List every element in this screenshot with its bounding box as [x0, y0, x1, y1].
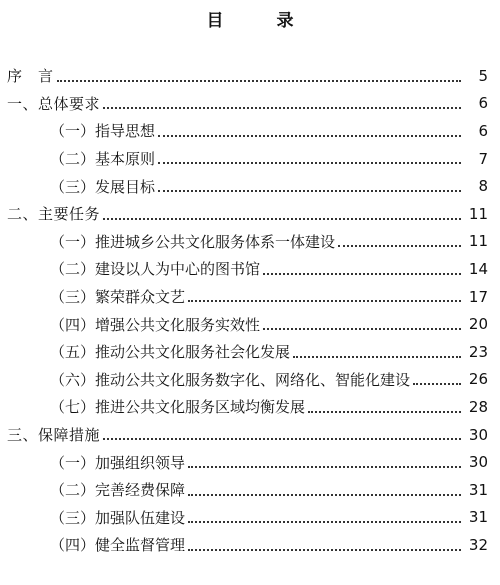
toc-page-number: 7: [478, 149, 488, 168]
dot-leader: [188, 548, 461, 551]
toc-entry-label: （二）建设以人为中心的图书馆: [50, 260, 261, 279]
toc-page-number: 20: [468, 315, 488, 334]
toc-section-entry[interactable]: [0, 421, 500, 449]
toc-page-number: 8: [478, 177, 488, 196]
toc-page-number: 23: [468, 342, 488, 361]
dot-leader: [263, 272, 461, 275]
toc-entry-label: （二）基本原则: [50, 150, 156, 169]
toc-page-number: 26: [468, 370, 488, 389]
toc-page-number: 31: [468, 508, 488, 527]
dot-leader: [188, 520, 461, 523]
toc-page-number: 30: [468, 425, 488, 444]
dot-leader: [103, 217, 461, 220]
toc-entry-label: （三）繁荣群众文艺: [50, 288, 186, 307]
dot-leader: [188, 465, 461, 468]
toc-entry-label: （二）完善经费保障: [50, 481, 186, 500]
toc-section-entry[interactable]: [0, 62, 500, 90]
toc-subsection-entry[interactable]: [0, 117, 500, 145]
toc-page-number: 31: [468, 480, 488, 499]
toc-subsection-entry[interactable]: [0, 228, 500, 256]
toc-subsection-entry[interactable]: [0, 145, 500, 173]
toc-page-number: 28: [468, 397, 488, 416]
toc-subsection-entry[interactable]: [0, 448, 500, 476]
toc-subsection-entry[interactable]: [0, 476, 500, 504]
toc-entry-label: 二、主要任务: [7, 205, 101, 224]
toc-page-number: 17: [468, 287, 488, 306]
toc-section-entry[interactable]: [0, 200, 500, 228]
toc-subsection-entry[interactable]: [0, 338, 500, 366]
dot-leader: [188, 493, 461, 496]
dot-leader: [103, 437, 461, 440]
dot-leader: [57, 79, 461, 82]
toc-subsection-entry[interactable]: [0, 172, 500, 200]
dot-leader: [158, 189, 461, 192]
toc-section-entry[interactable]: [0, 90, 500, 118]
toc-page-number: 32: [468, 535, 488, 554]
toc-title: 目 录: [206, 11, 312, 31]
toc-entry-label: 序 言: [7, 67, 54, 86]
dot-leader: [158, 134, 461, 137]
toc-entry-label: （一）加强组织领导: [50, 453, 186, 472]
toc-page-number: 14: [468, 259, 488, 278]
toc-subsection-entry[interactable]: [0, 531, 500, 559]
toc-subsection-entry[interactable]: [0, 310, 500, 338]
toc-subsection-entry[interactable]: [0, 366, 500, 394]
toc-entry-label: （四）增强公共文化服务实效性: [50, 315, 261, 334]
toc-page-number: 11: [468, 204, 488, 223]
dot-leader: [158, 161, 461, 164]
toc-page-number: 11: [468, 232, 488, 251]
toc-entry-label: （五）推动公共文化服务社会化发展: [50, 343, 291, 362]
toc-entry-label: （一）指导思想: [50, 122, 156, 141]
dot-leader: [338, 244, 461, 247]
toc-entry-label: 一、总体要求: [7, 94, 101, 113]
toc-entry-label: （四）健全监督管理: [50, 536, 186, 555]
toc-page-number: 6: [478, 121, 488, 140]
toc-subsection-entry[interactable]: [0, 504, 500, 532]
dot-leader: [293, 355, 461, 358]
toc-page-number: 5: [478, 66, 488, 85]
dot-leader: [413, 382, 461, 385]
toc-list: [0, 62, 500, 559]
toc-subsection-entry[interactable]: [0, 283, 500, 311]
toc-page-number: 30: [468, 453, 488, 472]
dot-leader: [308, 410, 461, 413]
dot-leader: [188, 299, 461, 302]
toc-entry-label: 三、保障措施: [7, 426, 101, 445]
toc-entry-label: （七）推进公共文化服务区域均衡发展: [50, 398, 306, 417]
dot-leader: [263, 327, 461, 330]
toc-entry-label: （三）发展目标: [50, 177, 156, 196]
toc-entry-label: （六）推动公共文化服务数字化、网络化、智能化建设: [50, 370, 411, 389]
toc-entry-label: （三）加强队伍建设: [50, 508, 186, 527]
dot-leader: [103, 106, 461, 109]
toc-page-number: 6: [478, 94, 488, 113]
toc-entry-label: （一）推进城乡公共文化服务体系一体建设: [50, 232, 336, 251]
toc-subsection-entry[interactable]: [0, 393, 500, 421]
toc-subsection-entry[interactable]: [0, 255, 500, 283]
